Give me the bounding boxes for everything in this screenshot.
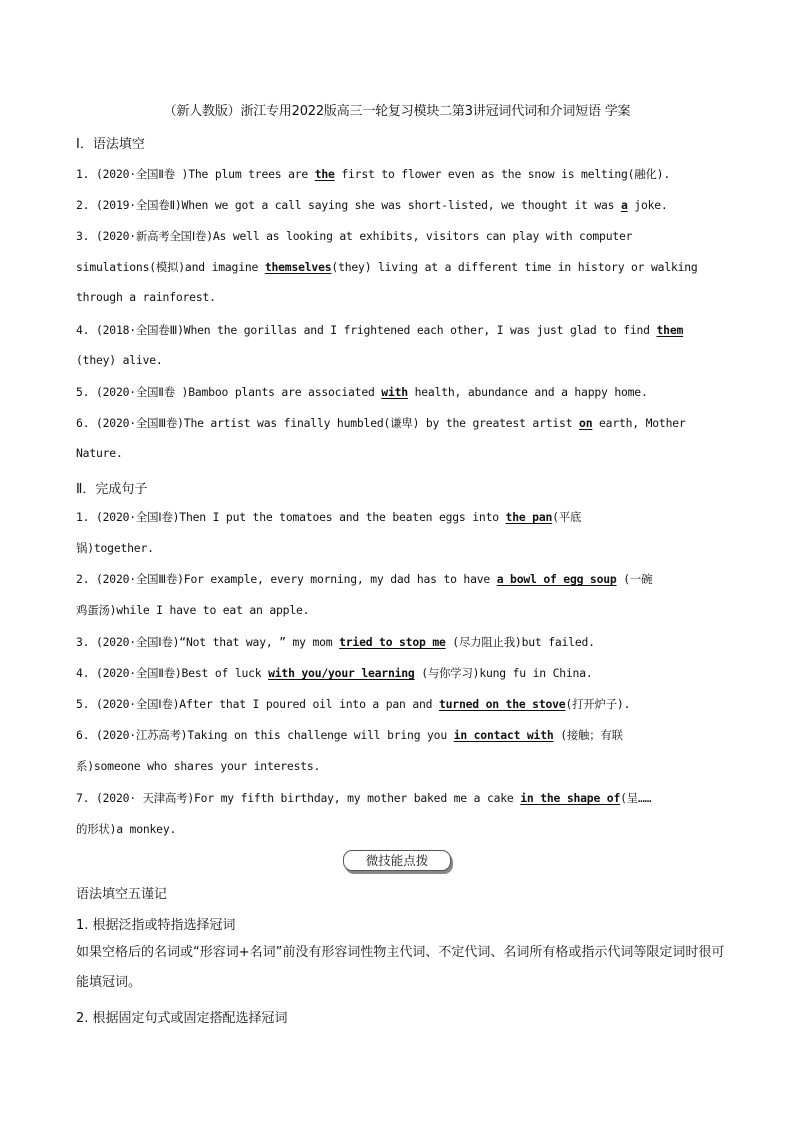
answer: on (579, 416, 593, 430)
sentence-item-6-cont: 系)someone who shares your interests. (76, 759, 321, 773)
answer: tried to stop me (339, 635, 446, 649)
sentence-item-7-cont: 的形状)a monkey. (76, 822, 177, 836)
grammar-item-3-cont: simulations(模拟)and imagine themselves(they) living at a different time in history or walking (76, 260, 698, 274)
section-heading-grammar-fill: Ⅰ．语法填空 (76, 137, 145, 152)
rule-2-title: 2. 根据固定句式或固定搭配选择冠词 (76, 1011, 288, 1026)
sentence-item-2: 2. (2020·全国Ⅲ卷)For example, every morning, my dad has to have a bowl of egg soup (一碗 (76, 572, 653, 586)
answer: the (314, 167, 335, 181)
section-heading-complete-sentences: Ⅱ．完成句子 (76, 482, 148, 497)
sentence-item-1: 1. (2020·全国Ⅰ卷)Then I put the tomatoes and the beaten eggs into the pan(平底 (76, 510, 582, 524)
micro-skill-banner: 微技能点拨 (343, 850, 451, 871)
five-rules-heading: 语法填空五谨记 (76, 887, 168, 902)
answer: the pan (505, 510, 553, 524)
answer: in contact with (453, 728, 554, 742)
rule-1-body: 如果空格后的名词或“形容词+名词”前没有形容词性物主代词、不定代词、名词所有格或指示代词等限定词时很可能填冠词。 (76, 945, 725, 990)
grammar-item-6-cont: Nature. (76, 446, 123, 460)
answer: with (381, 385, 408, 399)
sentence-item-2-cont: 鸡蛋汤)while I have to eat an apple. (76, 603, 310, 617)
sentence-item-7: 7. (2020· 天津高考)For my fifth birthday, my mother baked me a cake in the shape of(呈…… (76, 791, 652, 805)
answer: turned on the stove (438, 697, 566, 711)
page-title: （新人教版）浙江专用2022版高三一轮复习模块二第3讲冠词代词和介词短语 学案 (163, 104, 631, 119)
answer: with you/your learning (268, 666, 415, 680)
answer: a (620, 198, 628, 212)
grammar-item-4-cont: (they) alive. (76, 353, 163, 367)
grammar-item-2: 2. (2019·全国卷Ⅱ)When we got a call saying she was short-listed, we thought it was a joke. (76, 198, 668, 212)
grammar-item-5: 5. (2020·全国Ⅱ卷 )Bamboo plants are associated with health, abundance and a happy home. (76, 385, 648, 399)
rule-1-title: 1. 根据泛指或特指选择冠词 (76, 918, 236, 933)
sentence-item-1-cont: 锅)together. (76, 541, 154, 555)
grammar-item-3-end: through a rainforest. (76, 290, 216, 304)
sentence-item-5: 5. (2020·全国Ⅰ卷)After that I poured oil into a pan and turned on the stove(打开炉子). (76, 697, 631, 711)
answer: in the shape of (520, 791, 621, 805)
grammar-item-1: 1. (2020·全国Ⅱ卷 )The plum trees are the first to flower even as the snow is melting(融化). (76, 167, 670, 181)
sentence-item-3: 3. (2020·全国Ⅰ卷)“Not that way, ” my mom tried to stop me (尽力阻止我)but failed. (76, 635, 595, 649)
sentence-item-4: 4. (2020·全国Ⅱ卷)Best of luck with you/your learning (与你学习)kung fu in China. (76, 666, 593, 680)
answer: them (656, 323, 684, 337)
grammar-item-6: 6. (2020·全国Ⅲ卷)The artist was finally humbled(谦卑) by the greatest artist on earth, Mother (76, 416, 686, 430)
sentence-item-6: 6. (2020·江苏高考)Taking on this challenge will bring you in contact with (接触；有联 (76, 728, 623, 742)
grammar-item-3: 3. (2020·新高考全国Ⅰ卷)As well as looking at exhibits, visitors can play with computer (76, 229, 633, 243)
answer: a bowl of egg soup (496, 572, 617, 586)
answer: themselves (264, 260, 332, 274)
grammar-item-4: 4. (2018·全国卷Ⅲ)When the gorillas and I frightened each other, I was just glad to find them (76, 323, 684, 337)
